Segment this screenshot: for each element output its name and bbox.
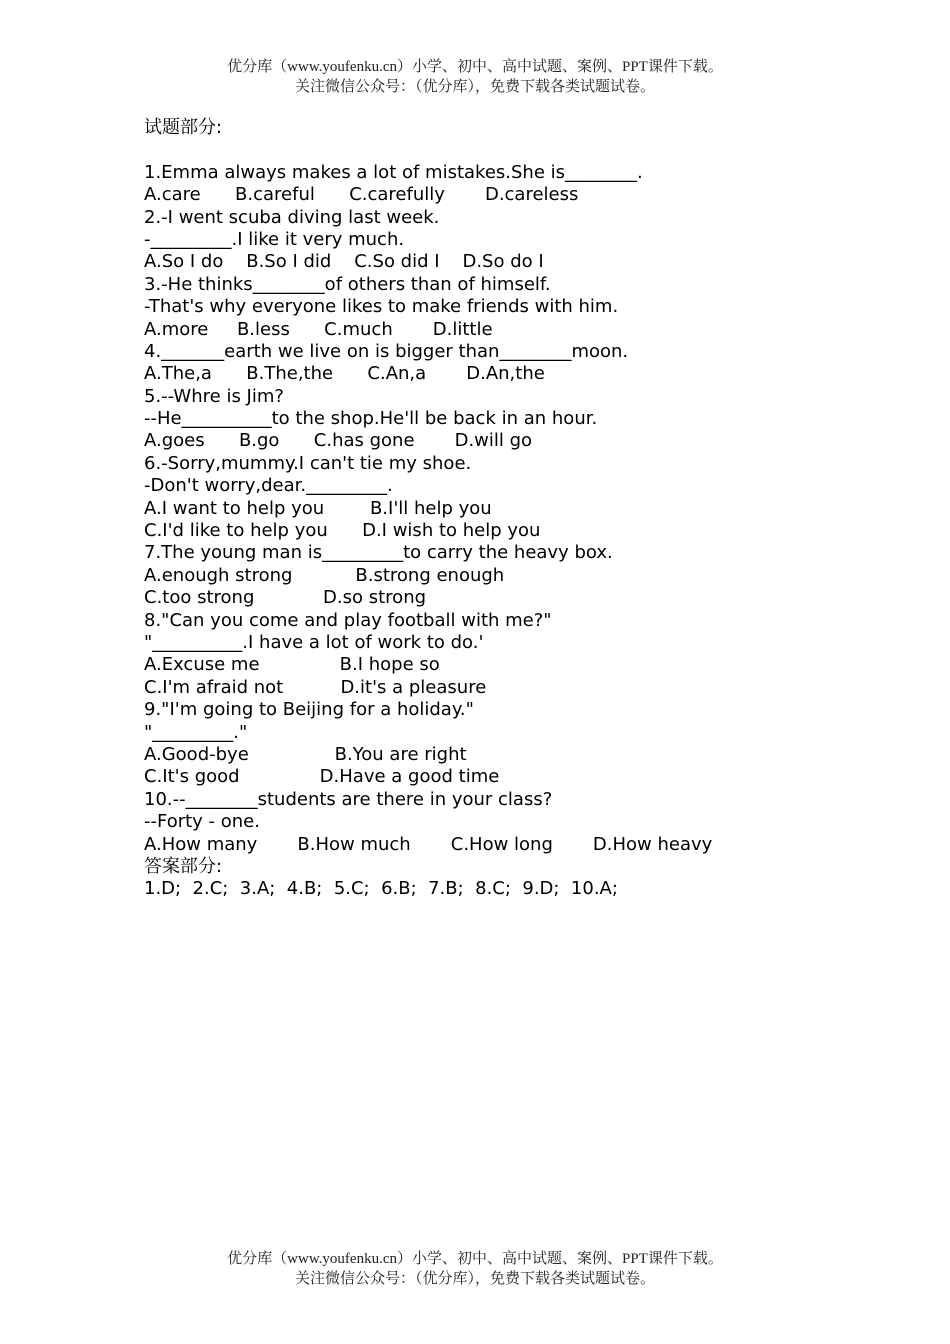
page-footer — [0, 1249, 950, 1289]
q9-options-ab: A.Good-bye B.You are right — [144, 743, 467, 765]
document-body — [144, 117, 712, 901]
q3-stem: 3.-He thinks________of others than of himself. — [144, 273, 551, 295]
q9-stem: 9."I'm going to Beijing for a holiday." — [144, 699, 474, 721]
header-line-1: 优分库（www.youfenku.cn）小学、初中、高中试题、案例、PPT课件下载。 — [227, 59, 723, 75]
q6-stem: 6.-Sorry,mummy.I can't tie my shoe. — [144, 452, 472, 474]
q6-options-ab: A.I want to help you B.I'll help you — [144, 497, 492, 519]
q5-response: --He__________to the shop.He'll be back in an hour. — [144, 408, 598, 430]
q1-options: A.care B.careful C.carefully D.careless — [144, 184, 579, 206]
q6-response: -Don't worry,dear._________. — [144, 475, 393, 497]
footer-line-2: 关注微信公众号：（优分库），免费下载各类试题试卷。 — [294, 1271, 655, 1287]
answer-section-title: 答案部分: — [144, 855, 223, 877]
section-title: 试题部分: — [144, 117, 223, 138]
q4-stem: 4._______earth we live on is bigger than________moon. — [144, 340, 629, 362]
q8-options-cd: C.I'm afraid not D.it's a pleasure — [144, 676, 487, 698]
q7-options-ab: A.enough strong B.strong enough — [144, 564, 505, 586]
q8-options-ab: A.Excuse me B.I hope so — [144, 654, 440, 676]
q9-options-cd: C.It's good D.Have a good time — [144, 766, 500, 788]
q8-stem: 8."Can you come and play football with me?" — [144, 609, 552, 631]
q7-stem: 7.The young man is_________to carry the heavy box. — [144, 542, 613, 564]
q2-options: A.So I do B.So I did C.So did I D.So do I — [144, 251, 544, 273]
q10-response: --Forty - one. — [144, 811, 260, 833]
q9-response: "_________." — [144, 721, 248, 743]
q7-options-cd: C.too strong D.so strong — [144, 587, 427, 609]
q10-options: A.How many B.How much C.How long D.How heavy — [144, 833, 713, 855]
q6-options-cd: C.I'd like to help you D.I wish to help you — [144, 520, 541, 542]
q2-stem: 2.-I went scuba diving last week. — [144, 206, 440, 228]
q1-stem: 1.Emma always makes a lot of mistakes.She is________. — [144, 161, 643, 183]
footer-line-1: 优分库（www.youfenku.cn）小学、初中、高中试题、案例、PPT课件下载。 — [227, 1251, 723, 1267]
q8-response: "__________.I have a lot of work to do.' — [144, 631, 484, 653]
answer-key: 1.D; 2.C; 3.A; 4.B; 5.C; 6.B; 7.B; 8.C; 9.D; 10.A; — [144, 878, 618, 900]
q5-options: A.goes B.go C.has gone D.will go — [144, 430, 533, 452]
page-header — [0, 57, 950, 97]
q2-response: -_________.I like it very much. — [144, 228, 405, 250]
q4-options: A.The,a B.The,the C.An,a D.An,the — [144, 363, 545, 385]
q5-stem: 5.--Whre is Jim? — [144, 385, 284, 407]
blank-line — [144, 139, 712, 161]
q3-options: A.more B.less C.much D.little — [144, 318, 493, 340]
q10-stem: 10.--________students are there in your class? — [144, 788, 553, 810]
q3-response: -That's why everyone likes to make friends with him. — [144, 296, 619, 318]
header-line-2: 关注微信公众号：（优分库），免费下载各类试题试卷。 — [294, 79, 655, 95]
